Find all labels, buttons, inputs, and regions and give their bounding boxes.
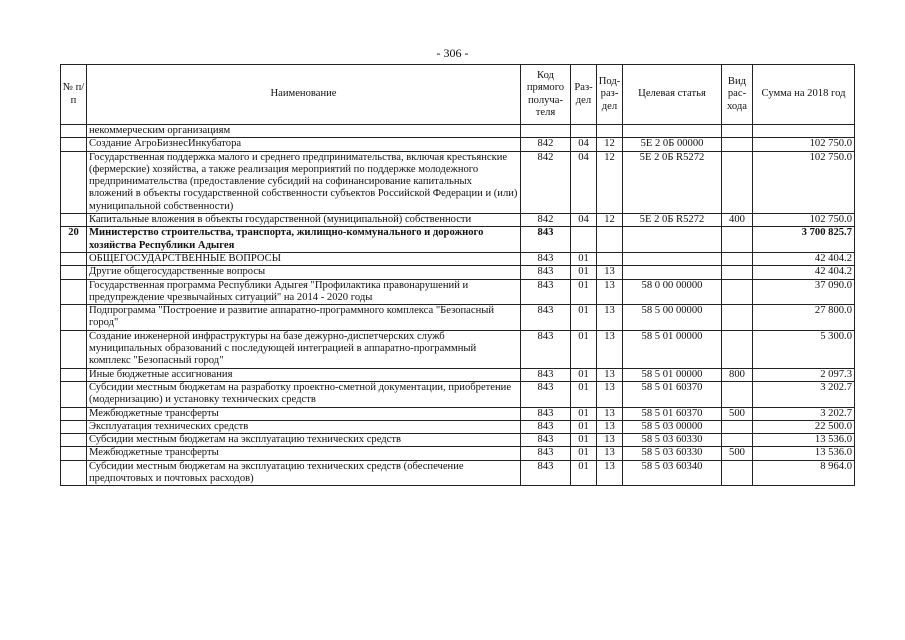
cell-name: некоммерческим организациям: [87, 125, 521, 138]
cell-num: [61, 266, 87, 279]
cell-expense: 400: [722, 214, 753, 227]
cell-target: 5Е 2 0Б R5272: [623, 214, 722, 227]
table-row: [61, 381, 855, 407]
cell-sum: 3 700 825.7: [753, 227, 855, 253]
cell-subsection: [597, 125, 623, 138]
cell-sum: 3 202.7: [753, 381, 855, 407]
cell-code: 843: [521, 305, 571, 331]
cell-sum: 42 404.2: [753, 252, 855, 265]
cell-code: 843: [521, 266, 571, 279]
cell-num: [61, 138, 87, 151]
header-subsection: Под-раз-дел: [597, 65, 623, 125]
cell-section: 04: [571, 151, 597, 213]
cell-num: [61, 305, 87, 331]
cell-expense: [722, 330, 753, 368]
cell-subsection: 13: [597, 266, 623, 279]
cell-target: 58 5 01 00000: [623, 368, 722, 381]
cell-section: 01: [571, 447, 597, 460]
header-name: Наименование: [87, 65, 521, 125]
cell-target: [623, 252, 722, 265]
cell-name: Создание инженерной инфраструктуры на базе дежурно-диспетчерских служб муниципальных образований с последующей интеграцией в аппаратно-программный комплекс "Безопасный город": [87, 330, 521, 368]
table-row: [61, 420, 855, 433]
cell-num: 20: [61, 227, 87, 253]
table-body: [61, 125, 855, 486]
table-row: [61, 252, 855, 265]
cell-subsection: 12: [597, 214, 623, 227]
table-row: [61, 279, 855, 305]
cell-subsection: [597, 227, 623, 253]
page-number: - 306 -: [436, 46, 469, 60]
cell-name: Министерство строительства, транспорта, жилищно-коммунального и дорожного хозяйства Республики Адыгея: [87, 227, 521, 253]
cell-sum: [753, 125, 855, 138]
cell-name: Межбюджетные трансферты: [87, 407, 521, 420]
cell-expense: [722, 460, 753, 486]
cell-name: Субсидии местным бюджетам на эксплуатацию технических средств: [87, 434, 521, 447]
table-header-row: [61, 65, 855, 125]
table-row: [61, 227, 855, 253]
cell-num: [61, 125, 87, 138]
cell-name: Эксплуатация технических средств: [87, 420, 521, 433]
cell-subsection: 13: [597, 407, 623, 420]
cell-target: 5Е 2 0Б R5272: [623, 151, 722, 213]
cell-code: 843: [521, 420, 571, 433]
cell-sum: 13 536.0: [753, 447, 855, 460]
cell-subsection: [597, 252, 623, 265]
table-row: [61, 266, 855, 279]
cell-subsection: 13: [597, 330, 623, 368]
cell-name: Другие общегосударственные вопросы: [87, 266, 521, 279]
cell-target: 58 5 01 60370: [623, 381, 722, 407]
table-row: [61, 368, 855, 381]
cell-section: 01: [571, 407, 597, 420]
cell-name: Межбюджетные трансферты: [87, 447, 521, 460]
cell-sum: 27 800.0: [753, 305, 855, 331]
cell-name: Иные бюджетные ассигнования: [87, 368, 521, 381]
cell-section: 01: [571, 252, 597, 265]
cell-target: [623, 227, 722, 253]
cell-subsection: 13: [597, 420, 623, 433]
cell-target: 58 5 03 60330: [623, 434, 722, 447]
header-section: Раз-дел: [571, 65, 597, 125]
cell-subsection: 13: [597, 279, 623, 305]
cell-sum: 5 300.0: [753, 330, 855, 368]
cell-num: [61, 214, 87, 227]
cell-target: 58 5 03 00000: [623, 420, 722, 433]
cell-name: Государственная программа Республики Адыгея "Профилактика правонарушений и предупреждение чрезвычайных ситуаций" на 2014 - 2020 годы: [87, 279, 521, 305]
budget-table: [60, 64, 855, 486]
cell-num: [61, 368, 87, 381]
cell-code: 842: [521, 151, 571, 213]
cell-expense: [722, 420, 753, 433]
cell-sum: 102 750.0: [753, 138, 855, 151]
table-row: [61, 214, 855, 227]
cell-name: Государственная поддержка малого и среднего предпринимательства, включая крестьянские (фермерские) хозяйства, а также реализация мероприятий по поддержке молодежного предпринимательства (предоставление субсидий на софинансирование капитальных вложений в объекты государственной собственности субъектов Российской Федерации и (или) муниципальной собственности): [87, 151, 521, 213]
cell-expense: 500: [722, 407, 753, 420]
cell-subsection: 13: [597, 460, 623, 486]
cell-subsection: 13: [597, 447, 623, 460]
cell-code: 843: [521, 460, 571, 486]
cell-code: 843: [521, 252, 571, 265]
cell-section: 01: [571, 279, 597, 305]
table-row: [61, 447, 855, 460]
cell-target: 58 5 00 00000: [623, 305, 722, 331]
cell-num: [61, 434, 87, 447]
cell-expense: [722, 227, 753, 253]
cell-target: [623, 125, 722, 138]
cell-code: [521, 125, 571, 138]
cell-code: 843: [521, 407, 571, 420]
cell-sum: 13 536.0: [753, 434, 855, 447]
cell-code: 843: [521, 279, 571, 305]
cell-section: 01: [571, 460, 597, 486]
header-target: Целевая статья: [623, 65, 722, 125]
cell-section: [571, 125, 597, 138]
header-expense: Вид рас-хода: [722, 65, 753, 125]
cell-expense: 800: [722, 368, 753, 381]
cell-expense: 500: [722, 447, 753, 460]
cell-sum: 2 097.3: [753, 368, 855, 381]
cell-code: 842: [521, 138, 571, 151]
cell-expense: [722, 305, 753, 331]
cell-num: [61, 407, 87, 420]
cell-expense: [722, 125, 753, 138]
cell-name: Субсидии местным бюджетам на разработку проектно-сметной документации, приобретение (модернизацию) и установку технических средств: [87, 381, 521, 407]
cell-section: 01: [571, 368, 597, 381]
cell-expense: [722, 151, 753, 213]
cell-target: [623, 266, 722, 279]
table-row: [61, 330, 855, 368]
table-row: [61, 151, 855, 213]
cell-target: 58 5 01 00000: [623, 330, 722, 368]
table-row: [61, 407, 855, 420]
cell-target: 58 5 03 60340: [623, 460, 722, 486]
cell-sum: 8 964.0: [753, 460, 855, 486]
cell-subsection: 12: [597, 138, 623, 151]
cell-section: 01: [571, 434, 597, 447]
table-row: [61, 305, 855, 331]
cell-num: [61, 330, 87, 368]
cell-name: Создание АгроБизнесИнкубатора: [87, 138, 521, 151]
cell-num: [61, 447, 87, 460]
cell-section: [571, 227, 597, 253]
cell-sum: 3 202.7: [753, 407, 855, 420]
cell-expense: [722, 381, 753, 407]
cell-target: 58 5 03 60330: [623, 447, 722, 460]
cell-subsection: 13: [597, 434, 623, 447]
table-row: [61, 434, 855, 447]
cell-num: [61, 279, 87, 305]
cell-subsection: 13: [597, 368, 623, 381]
cell-num: [61, 460, 87, 486]
cell-num: [61, 252, 87, 265]
cell-code: 843: [521, 368, 571, 381]
cell-code: 843: [521, 381, 571, 407]
cell-section: 01: [571, 330, 597, 368]
cell-sum: 42 404.2: [753, 266, 855, 279]
cell-expense: [722, 279, 753, 305]
cell-num: [61, 381, 87, 407]
cell-target: 58 0 00 00000: [623, 279, 722, 305]
cell-section: 04: [571, 138, 597, 151]
cell-subsection: 12: [597, 151, 623, 213]
cell-name: ОБЩЕГОСУДАРСТВЕННЫЕ ВОПРОСЫ: [87, 252, 521, 265]
table-row: [61, 138, 855, 151]
cell-code: 843: [521, 434, 571, 447]
cell-section: 01: [571, 305, 597, 331]
cell-target: 58 5 01 60370: [623, 407, 722, 420]
cell-section: 01: [571, 420, 597, 433]
cell-section: 01: [571, 266, 597, 279]
cell-sum: 22 500.0: [753, 420, 855, 433]
cell-sum: 102 750.0: [753, 214, 855, 227]
cell-num: [61, 420, 87, 433]
cell-num: [61, 151, 87, 213]
cell-code: 843: [521, 447, 571, 460]
header-sum: Сумма на 2018 год: [753, 65, 855, 125]
cell-subsection: 13: [597, 305, 623, 331]
header-num: № п/п: [61, 65, 87, 125]
cell-sum: 102 750.0: [753, 151, 855, 213]
table-row: [61, 460, 855, 486]
cell-expense: [722, 138, 753, 151]
header-code: Код прямого получа-теля: [521, 65, 571, 125]
cell-expense: [722, 434, 753, 447]
cell-name: Подпрограмма "Построение и развитие аппаратно-программного комплекса "Безопасный город": [87, 305, 521, 331]
cell-expense: [722, 266, 753, 279]
cell-code: 843: [521, 227, 571, 253]
cell-code: 842: [521, 214, 571, 227]
cell-sum: 37 090.0: [753, 279, 855, 305]
cell-name: Субсидии местным бюджетам на эксплуатацию технических средств (обеспечение предпочтовых и почтовых расходов): [87, 460, 521, 486]
cell-section: 01: [571, 381, 597, 407]
cell-subsection: 13: [597, 381, 623, 407]
cell-name: Капитальные вложения в объекты государственной (муниципальной) собственности: [87, 214, 521, 227]
cell-section: 04: [571, 214, 597, 227]
cell-target: 5Е 2 0Б 00000: [623, 138, 722, 151]
cell-code: 843: [521, 330, 571, 368]
table-row: [61, 125, 855, 138]
cell-expense: [722, 252, 753, 265]
